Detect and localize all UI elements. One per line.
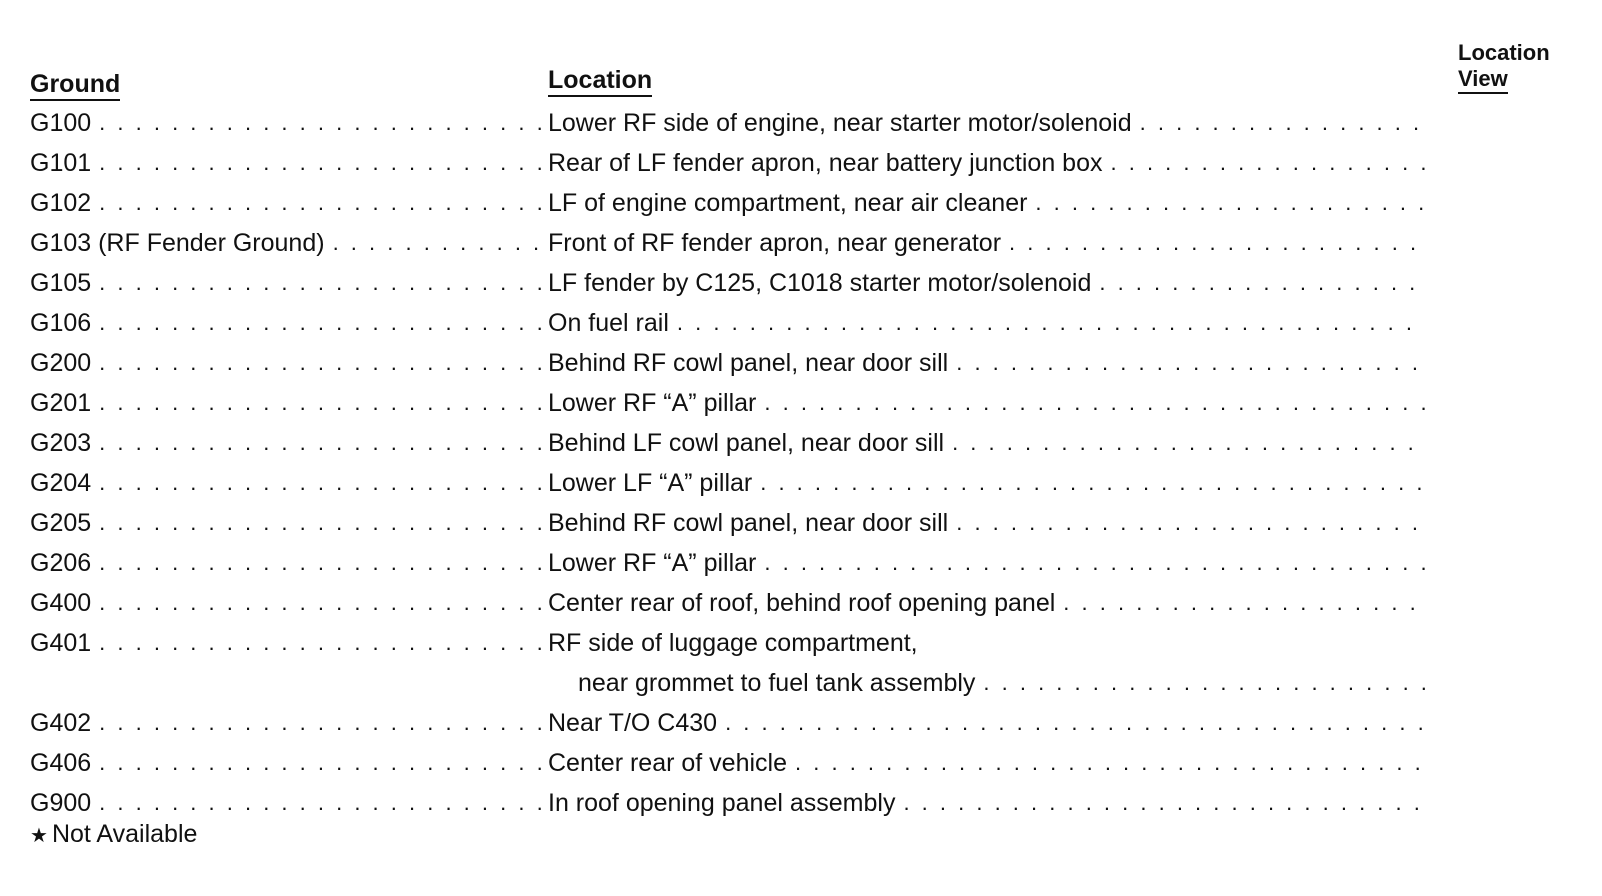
location-text: Lower RF side of engine, near starter motor/solenoid <box>548 109 1132 137</box>
ground-id: G203 <box>30 429 92 457</box>
ground-id: G200 <box>30 349 92 377</box>
dot-leader <box>952 423 1425 463</box>
location-cell <box>548 183 1425 223</box>
location-cell-continued <box>578 663 1425 703</box>
dot-leader <box>99 743 548 783</box>
table-row <box>30 583 1575 623</box>
location-cell <box>548 703 1425 743</box>
dot-leader <box>1140 103 1425 143</box>
location-view-header-line1: Location <box>1458 40 1550 65</box>
location-cell <box>548 623 1425 663</box>
dot-leader <box>795 743 1425 783</box>
dot-leader <box>333 223 548 263</box>
location-text: LF fender by C125, C1018 starter motor/solenoid <box>548 269 1092 297</box>
location-text: Center rear of roof, behind roof opening panel <box>548 589 1056 617</box>
ground-cell <box>30 143 548 183</box>
location-cell <box>548 583 1425 623</box>
ground-id: G205 <box>30 509 92 537</box>
dot-leader <box>99 383 548 423</box>
location-text: Lower LF “A” pillar <box>548 469 753 497</box>
dot-leader <box>99 503 548 543</box>
ground-id: G900 <box>30 789 92 817</box>
dot-leader <box>725 703 1425 743</box>
location-cell <box>548 263 1425 303</box>
location-text: RF side of luggage compartment, <box>548 629 918 657</box>
ground-cell <box>30 263 548 303</box>
ground-cell <box>30 543 548 583</box>
star-icon: ★ <box>30 825 48 847</box>
ground-id: G100 <box>30 109 92 137</box>
ground-cell <box>30 463 548 503</box>
location-cell <box>548 223 1425 263</box>
location-text: Lower RF “A” pillar <box>548 549 757 577</box>
location-cell <box>548 543 1425 583</box>
location-cell <box>548 463 1425 503</box>
dot-leader <box>903 783 1425 823</box>
ground-cell <box>30 343 548 383</box>
table-row <box>30 423 1575 463</box>
ground-column-header: Ground <box>30 70 120 101</box>
location-text: Rear of LF fender apron, near battery junction box <box>548 149 1103 177</box>
dot-leader <box>764 383 1425 423</box>
table-row <box>30 103 1575 143</box>
ground-cell <box>30 583 548 623</box>
location-cell <box>548 503 1425 543</box>
table-row <box>30 703 1575 743</box>
dot-leader <box>99 703 548 743</box>
dot-leader <box>99 183 548 223</box>
table-row <box>30 623 1575 703</box>
ground-cell <box>30 103 548 143</box>
table-row <box>30 223 1575 263</box>
footnote-text: Not Available <box>51 820 198 848</box>
dot-leader <box>983 663 1425 703</box>
dot-leader <box>1063 583 1425 623</box>
ground-id: G401 <box>30 629 92 657</box>
ground-id: G400 <box>30 589 92 617</box>
location-text: Near T/O C430 <box>548 709 718 737</box>
location-cell <box>548 743 1425 783</box>
location-text: On fuel rail <box>548 309 669 337</box>
dot-leader <box>99 263 548 303</box>
table-row <box>30 263 1575 303</box>
location-cell <box>548 383 1425 423</box>
location-cell <box>548 303 1425 343</box>
table-row <box>30 503 1575 543</box>
dot-leader <box>99 343 548 383</box>
table-row <box>30 183 1575 223</box>
location-text: In roof opening panel assembly <box>548 789 896 817</box>
ground-id: G206 <box>30 549 92 577</box>
ground-cell <box>30 783 548 823</box>
ground-id: G402 <box>30 709 92 737</box>
ground-id: G103 (RF Fender Ground) <box>30 229 325 257</box>
location-text-continued: near grommet to fuel tank assembly <box>578 669 976 697</box>
dot-leader <box>764 543 1425 583</box>
dot-leader <box>99 143 548 183</box>
location-text: Behind RF cowl panel, near door sill <box>548 349 949 377</box>
dot-leader <box>99 783 548 823</box>
location-text: Behind RF cowl panel, near door sill <box>548 509 949 537</box>
location-cell <box>548 343 1425 383</box>
dot-leader <box>99 103 548 143</box>
ground-id: G406 <box>30 749 92 777</box>
location-cell <box>548 143 1425 183</box>
ground-id: G101 <box>30 149 92 177</box>
location-text: Center rear of vehicle <box>548 749 788 777</box>
ground-id: G106 <box>30 309 92 337</box>
location-view-column-header <box>1458 40 1550 94</box>
table-row <box>30 343 1575 383</box>
dot-leader <box>956 503 1425 543</box>
table-row <box>30 143 1575 183</box>
dot-leader <box>677 303 1425 343</box>
location-cell <box>548 423 1425 463</box>
dot-leader <box>1099 263 1425 303</box>
ground-cell <box>30 383 548 423</box>
dot-leader <box>956 343 1425 383</box>
location-text: Lower RF “A” pillar <box>548 389 757 417</box>
dot-leader <box>1111 143 1426 183</box>
ground-cell <box>30 423 548 463</box>
table-row <box>30 783 1575 823</box>
dot-leader <box>1009 223 1425 263</box>
dot-leader <box>99 303 548 343</box>
ground-cell <box>30 623 548 663</box>
table-row <box>30 743 1575 783</box>
dot-leader <box>99 543 548 583</box>
location-text: LF of engine compartment, near air cleaner <box>548 189 1028 217</box>
location-column-header: Location <box>548 66 652 97</box>
dot-leader <box>1035 183 1425 223</box>
ground-cell <box>30 503 548 543</box>
location-cell <box>548 783 1425 823</box>
table-row <box>30 543 1575 583</box>
footnote <box>30 820 197 850</box>
table-row <box>30 303 1575 343</box>
location-text: Behind LF cowl panel, near door sill <box>548 429 945 457</box>
dot-leader <box>99 463 548 503</box>
ground-id: G201 <box>30 389 92 417</box>
dot-leader <box>99 423 548 463</box>
dot-leader <box>99 583 548 623</box>
table-row <box>30 383 1575 423</box>
table-row <box>30 463 1575 503</box>
ground-cell <box>30 183 548 223</box>
ground-cell <box>30 743 548 783</box>
location-view-header-line2: View <box>1458 66 1508 94</box>
ground-cell <box>30 303 548 343</box>
ground-id: G102 <box>30 189 92 217</box>
location-cell <box>548 103 1425 143</box>
dot-leader <box>99 623 548 663</box>
dot-leader <box>760 463 1425 503</box>
ground-id: G105 <box>30 269 92 297</box>
ground-id: G204 <box>30 469 92 497</box>
ground-cell <box>30 703 548 743</box>
ground-cell <box>30 223 548 263</box>
ground-table <box>30 103 1575 823</box>
location-text: Front of RF fender apron, near generator <box>548 229 1002 257</box>
